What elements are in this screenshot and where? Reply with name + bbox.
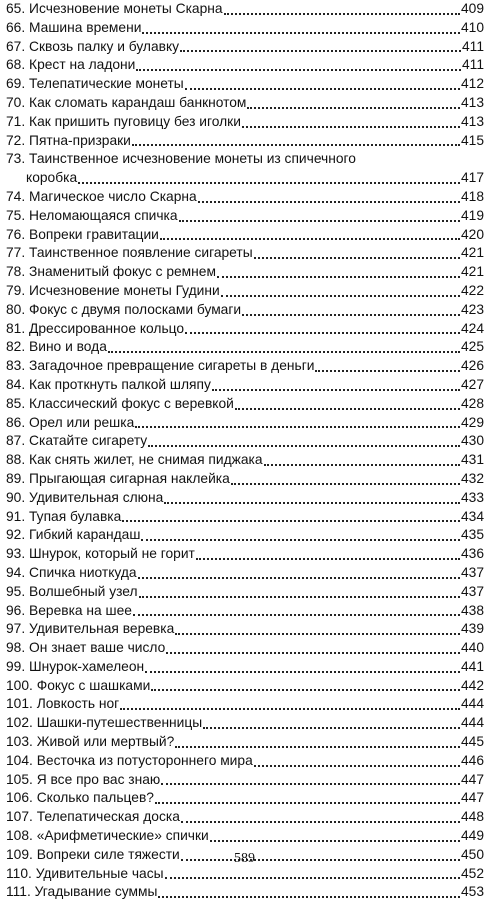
entry-page: 409 <box>460 1 484 16</box>
entry-number: 90. <box>6 489 26 505</box>
entry-title: Удивительная веревка <box>29 621 175 637</box>
entry-number: 92. <box>6 527 26 543</box>
dot-leader <box>148 445 460 447</box>
entry-number: 76. <box>6 226 26 242</box>
entry-page: 427 <box>460 376 484 392</box>
entry-number: 96. <box>6 602 26 618</box>
toc-entry <box>6 827 484 846</box>
entry-title: Крест на ладони <box>29 57 136 73</box>
toc-entry <box>6 320 484 339</box>
toc-entry <box>6 695 484 714</box>
dot-leader <box>164 502 460 504</box>
entry-number: 101. <box>6 696 33 712</box>
entry-page: 437 <box>460 583 484 599</box>
entry-number: 73. <box>6 151 26 167</box>
entry-number: 89. <box>6 470 26 486</box>
entry-page: 445 <box>460 734 484 750</box>
toc-entry <box>6 376 484 395</box>
dot-leader <box>181 821 460 823</box>
entry-title: Фокус с шашками <box>36 677 151 693</box>
entry-page: 424 <box>460 320 484 336</box>
entry-title: Вопреки силе тяжести <box>36 846 180 862</box>
toc-entry <box>6 808 484 827</box>
entry-title: Как снять жилет, не снимая пиджака <box>29 452 263 468</box>
entry-page: 448 <box>460 809 484 825</box>
dot-leader <box>217 276 460 278</box>
dot-leader <box>141 539 460 541</box>
dot-leader <box>135 426 460 428</box>
entry-title-continued: коробка <box>26 170 78 186</box>
entry-number: 67. <box>6 38 26 54</box>
entry-page: 418 <box>460 188 484 204</box>
dot-leader <box>175 746 460 748</box>
toc-entry <box>6 545 484 564</box>
dot-leader <box>165 877 460 879</box>
entry-page: 417 <box>460 170 484 186</box>
entry-page: 428 <box>460 395 484 411</box>
dot-leader <box>138 577 460 579</box>
entry-page: 439 <box>460 621 484 637</box>
entry-page: 413 <box>460 113 484 129</box>
dot-leader <box>185 332 460 334</box>
entry-title: Прыгающая сигарная наклейка <box>29 470 230 486</box>
entry-number: 91. <box>6 508 26 524</box>
toc-entry <box>6 714 484 733</box>
toc-entry <box>6 451 484 470</box>
toc-entry <box>6 677 484 696</box>
toc-entry <box>6 602 484 621</box>
entry-number: 95. <box>6 583 26 599</box>
entry-number: 102. <box>6 715 33 731</box>
toc-entry <box>6 658 484 677</box>
entry-page: 437 <box>460 564 484 580</box>
entry-number: 97. <box>6 621 26 637</box>
entry-title: Он знает ваше число <box>29 640 166 656</box>
entry-number: 80. <box>6 301 26 317</box>
entry-number: 109. <box>6 846 33 862</box>
toc-entry <box>6 470 484 489</box>
entry-number: 70. <box>6 94 26 110</box>
entry-number: 75. <box>6 207 26 223</box>
entry-title: Гибкий карандаш <box>29 527 141 543</box>
dot-leader <box>254 257 460 259</box>
entry-page: 436 <box>460 546 484 562</box>
toc-entry <box>6 395 484 414</box>
dot-leader <box>151 689 460 691</box>
entry-page: 426 <box>460 358 484 374</box>
entry-number: 86. <box>6 414 26 430</box>
dot-leader <box>231 483 460 485</box>
dot-leader <box>161 783 460 785</box>
entry-page: 421 <box>460 245 484 261</box>
dot-leader <box>203 727 460 729</box>
entry-page: 420 <box>460 226 484 242</box>
dot-leader <box>142 32 460 34</box>
entry-title: Ловкость ног <box>36 696 120 712</box>
dot-leader <box>242 314 460 316</box>
dot-leader <box>254 765 460 767</box>
entry-title: Как сломать карандаш банкнотом <box>29 94 247 110</box>
entry-page: 430 <box>460 433 484 449</box>
toc-entry <box>6 883 484 902</box>
entry-number: 108. <box>6 828 33 844</box>
dot-leader <box>133 614 460 616</box>
entry-page: 444 <box>460 696 484 712</box>
dot-leader <box>179 220 460 222</box>
entry-number: 107. <box>6 809 33 825</box>
entry-number: 100. <box>6 677 33 693</box>
entry-page: 449 <box>460 828 484 844</box>
entry-page: 415 <box>460 132 484 148</box>
entry-number: 110. <box>6 865 32 881</box>
entry-title: Машина времени <box>29 19 142 35</box>
entry-number: 94. <box>6 564 26 580</box>
toc-entry <box>6 432 484 451</box>
dot-leader <box>264 464 460 466</box>
entry-number: 66. <box>6 19 26 35</box>
entry-title: Шнурок-хамелеон <box>29 658 145 674</box>
entry-title: Классический фокус с веревкой <box>29 395 234 411</box>
entry-title: Сколько пальцев? <box>36 790 154 806</box>
entry-page: 419 <box>460 207 484 223</box>
entry-number: 104. <box>6 752 33 768</box>
entry-title: Веревка на шее <box>29 602 132 618</box>
entry-page: 446 <box>460 752 484 768</box>
toc-entry <box>6 338 484 357</box>
entry-page: 421 <box>460 264 484 280</box>
entry-number: 77. <box>6 245 26 261</box>
entry-title: Вопреки гравитации <box>29 226 159 242</box>
entry-number: 84. <box>6 376 26 392</box>
entry-title: Таинственное исчезновение монеты из спичечного <box>29 151 356 167</box>
entry-page: 435 <box>460 527 484 543</box>
entry-number: 98. <box>6 640 26 656</box>
entry-number: 93. <box>6 546 26 562</box>
toc-entry <box>6 94 484 113</box>
entry-number: 105. <box>6 771 33 787</box>
entry-title: Волшебный узел <box>29 583 138 599</box>
entry-number: 72. <box>6 132 26 148</box>
dot-leader <box>108 351 460 353</box>
entry-page: 423 <box>460 301 484 317</box>
entry-number: 79. <box>6 282 26 298</box>
toc-entry <box>6 508 484 527</box>
entry-page: 422 <box>460 282 484 298</box>
dot-leader <box>120 708 460 710</box>
entry-number: 68. <box>6 57 26 73</box>
entry-title: Дрессированное кольцо <box>29 320 185 336</box>
entry-title: Телепатическая доска <box>36 809 180 825</box>
toc-entry <box>6 132 484 151</box>
dot-leader <box>136 69 461 71</box>
entry-page: 431 <box>460 452 484 468</box>
toc-entry <box>6 357 484 376</box>
entry-title: Фокус с двумя полосками бумаги <box>29 301 242 317</box>
entry-number: 103. <box>6 734 33 750</box>
entry-title: Магическое число Скарна <box>29 188 197 204</box>
toc-entry <box>6 38 484 57</box>
entry-number: 82. <box>6 339 26 355</box>
toc-entry <box>6 526 484 545</box>
toc-entry <box>6 865 484 884</box>
entry-title: Удивительные часы <box>35 865 164 881</box>
entry-number: 111. <box>6 884 31 900</box>
entry-title: Удивительная слюна <box>29 489 164 505</box>
entry-title: Как пришить пуговицу без иголки <box>29 113 241 129</box>
toc-entry <box>6 75 484 94</box>
dot-leader <box>122 520 460 522</box>
entry-title: Вино и вода <box>29 339 107 355</box>
dot-leader <box>210 840 460 842</box>
dot-leader <box>145 671 460 673</box>
dot-leader <box>166 652 460 654</box>
entry-number: 106. <box>6 790 33 806</box>
entry-title: Спичка ниоткуда <box>29 564 137 580</box>
toc-entry <box>6 639 484 658</box>
entry-page: 444 <box>460 715 484 731</box>
entry-title: Знаменитый фокус с ремнем <box>29 264 216 280</box>
toc-entry <box>6 489 484 508</box>
toc-entry <box>6 226 484 245</box>
entry-title: Живой или мертвый? <box>36 734 175 750</box>
toc-entry <box>6 752 484 771</box>
entry-page: 447 <box>460 790 484 806</box>
entry-page: 433 <box>460 489 484 505</box>
entry-title: Сквозь палку и булавку <box>29 38 180 54</box>
entry-page: 413 <box>460 94 484 110</box>
entry-number: 87. <box>6 433 26 449</box>
entry-title: Загадочное превращение сигареты в деньги <box>29 358 315 374</box>
toc-entry <box>6 0 484 19</box>
dot-leader <box>196 558 460 560</box>
toc-entry <box>6 263 484 282</box>
entry-page: 429 <box>460 414 484 430</box>
entry-title: Весточка из потустороннего мира <box>36 752 253 768</box>
dot-leader <box>175 633 460 635</box>
dot-leader <box>247 107 460 109</box>
entry-page: 411 <box>462 38 484 54</box>
dot-leader <box>160 238 460 240</box>
dot-leader <box>185 88 460 90</box>
entry-title: Угадывание суммы <box>34 884 158 900</box>
entry-page: 447 <box>460 771 484 787</box>
entry-title: Исчезновение монеты Скарна <box>29 1 223 16</box>
entry-number: 71. <box>6 113 26 129</box>
entry-number: 99. <box>6 658 26 674</box>
dot-leader <box>242 126 460 128</box>
entry-page: 441 <box>460 658 484 674</box>
dot-leader <box>224 13 460 15</box>
toc-entry <box>6 583 484 602</box>
toc-entry <box>6 733 484 752</box>
entry-page: 450 <box>460 846 484 862</box>
dot-leader <box>235 408 460 410</box>
dot-leader <box>198 201 460 203</box>
toc-entry <box>6 771 484 790</box>
toc-entry <box>6 150 484 188</box>
entry-number: 88. <box>6 452 26 468</box>
toc-entry <box>6 19 484 38</box>
page-number: 589 <box>234 851 255 866</box>
entry-number: 83. <box>6 358 26 374</box>
entry-title: Тупая булавка <box>29 508 122 524</box>
entry-title: Как проткнуть палкой шляпу <box>29 376 211 392</box>
dot-leader <box>212 389 460 391</box>
entry-page: 411 <box>462 57 484 73</box>
toc-entry <box>6 188 484 207</box>
entry-title: Телепатические монеты <box>29 76 184 92</box>
dot-leader <box>158 896 460 898</box>
dot-leader <box>315 370 460 372</box>
entry-page: 434 <box>460 508 484 524</box>
entry-title: Исчезновение монеты Гудини <box>29 282 220 298</box>
dot-leader <box>180 50 461 52</box>
entry-title: Я все про вас знаю <box>36 771 161 787</box>
entry-number: 81. <box>6 320 26 336</box>
dot-leader <box>78 182 460 184</box>
entry-title: Пятна-призраки <box>29 132 131 148</box>
entry-title: Неломающаяся спичка <box>29 207 178 223</box>
entry-page: 452 <box>460 865 484 881</box>
entry-page: 440 <box>460 640 484 656</box>
entry-page: 410 <box>460 19 484 35</box>
toc-entry <box>6 414 484 433</box>
toc-entry <box>6 113 484 132</box>
entry-page: 425 <box>460 339 484 355</box>
toc-entry <box>6 244 484 263</box>
dot-leader <box>132 144 460 146</box>
toc-entry <box>6 564 484 583</box>
entry-title: «Арифметические» спички <box>36 828 209 844</box>
entry-number: 65. <box>6 1 26 16</box>
entry-page: 438 <box>460 602 484 618</box>
toc-entry <box>6 620 484 639</box>
table-of-contents <box>6 0 484 902</box>
dot-leader <box>221 295 460 297</box>
entry-page: 432 <box>460 470 484 486</box>
entry-page: 412 <box>460 76 484 92</box>
entry-number: 69. <box>6 76 26 92</box>
entry-page: 442 <box>460 677 484 693</box>
dot-leader <box>139 596 460 598</box>
entry-page: 453 <box>460 884 484 900</box>
dot-leader <box>155 802 460 804</box>
toc-entry <box>6 207 484 226</box>
toc-entry <box>6 789 484 808</box>
entry-title: Орел или решка <box>29 414 135 430</box>
toc-entry <box>6 301 484 320</box>
entry-title: Шашки-путешественницы <box>36 715 203 731</box>
entry-number: 74. <box>6 188 26 204</box>
entry-number: 85. <box>6 395 26 411</box>
toc-entry <box>6 282 484 301</box>
toc-entry <box>6 56 484 75</box>
entry-title: Таинственное появление сигареты <box>29 245 253 261</box>
entry-title: Скатайте сигарету <box>29 433 148 449</box>
entry-title: Шнурок, который не горит <box>29 546 195 562</box>
entry-number: 78. <box>6 264 26 280</box>
